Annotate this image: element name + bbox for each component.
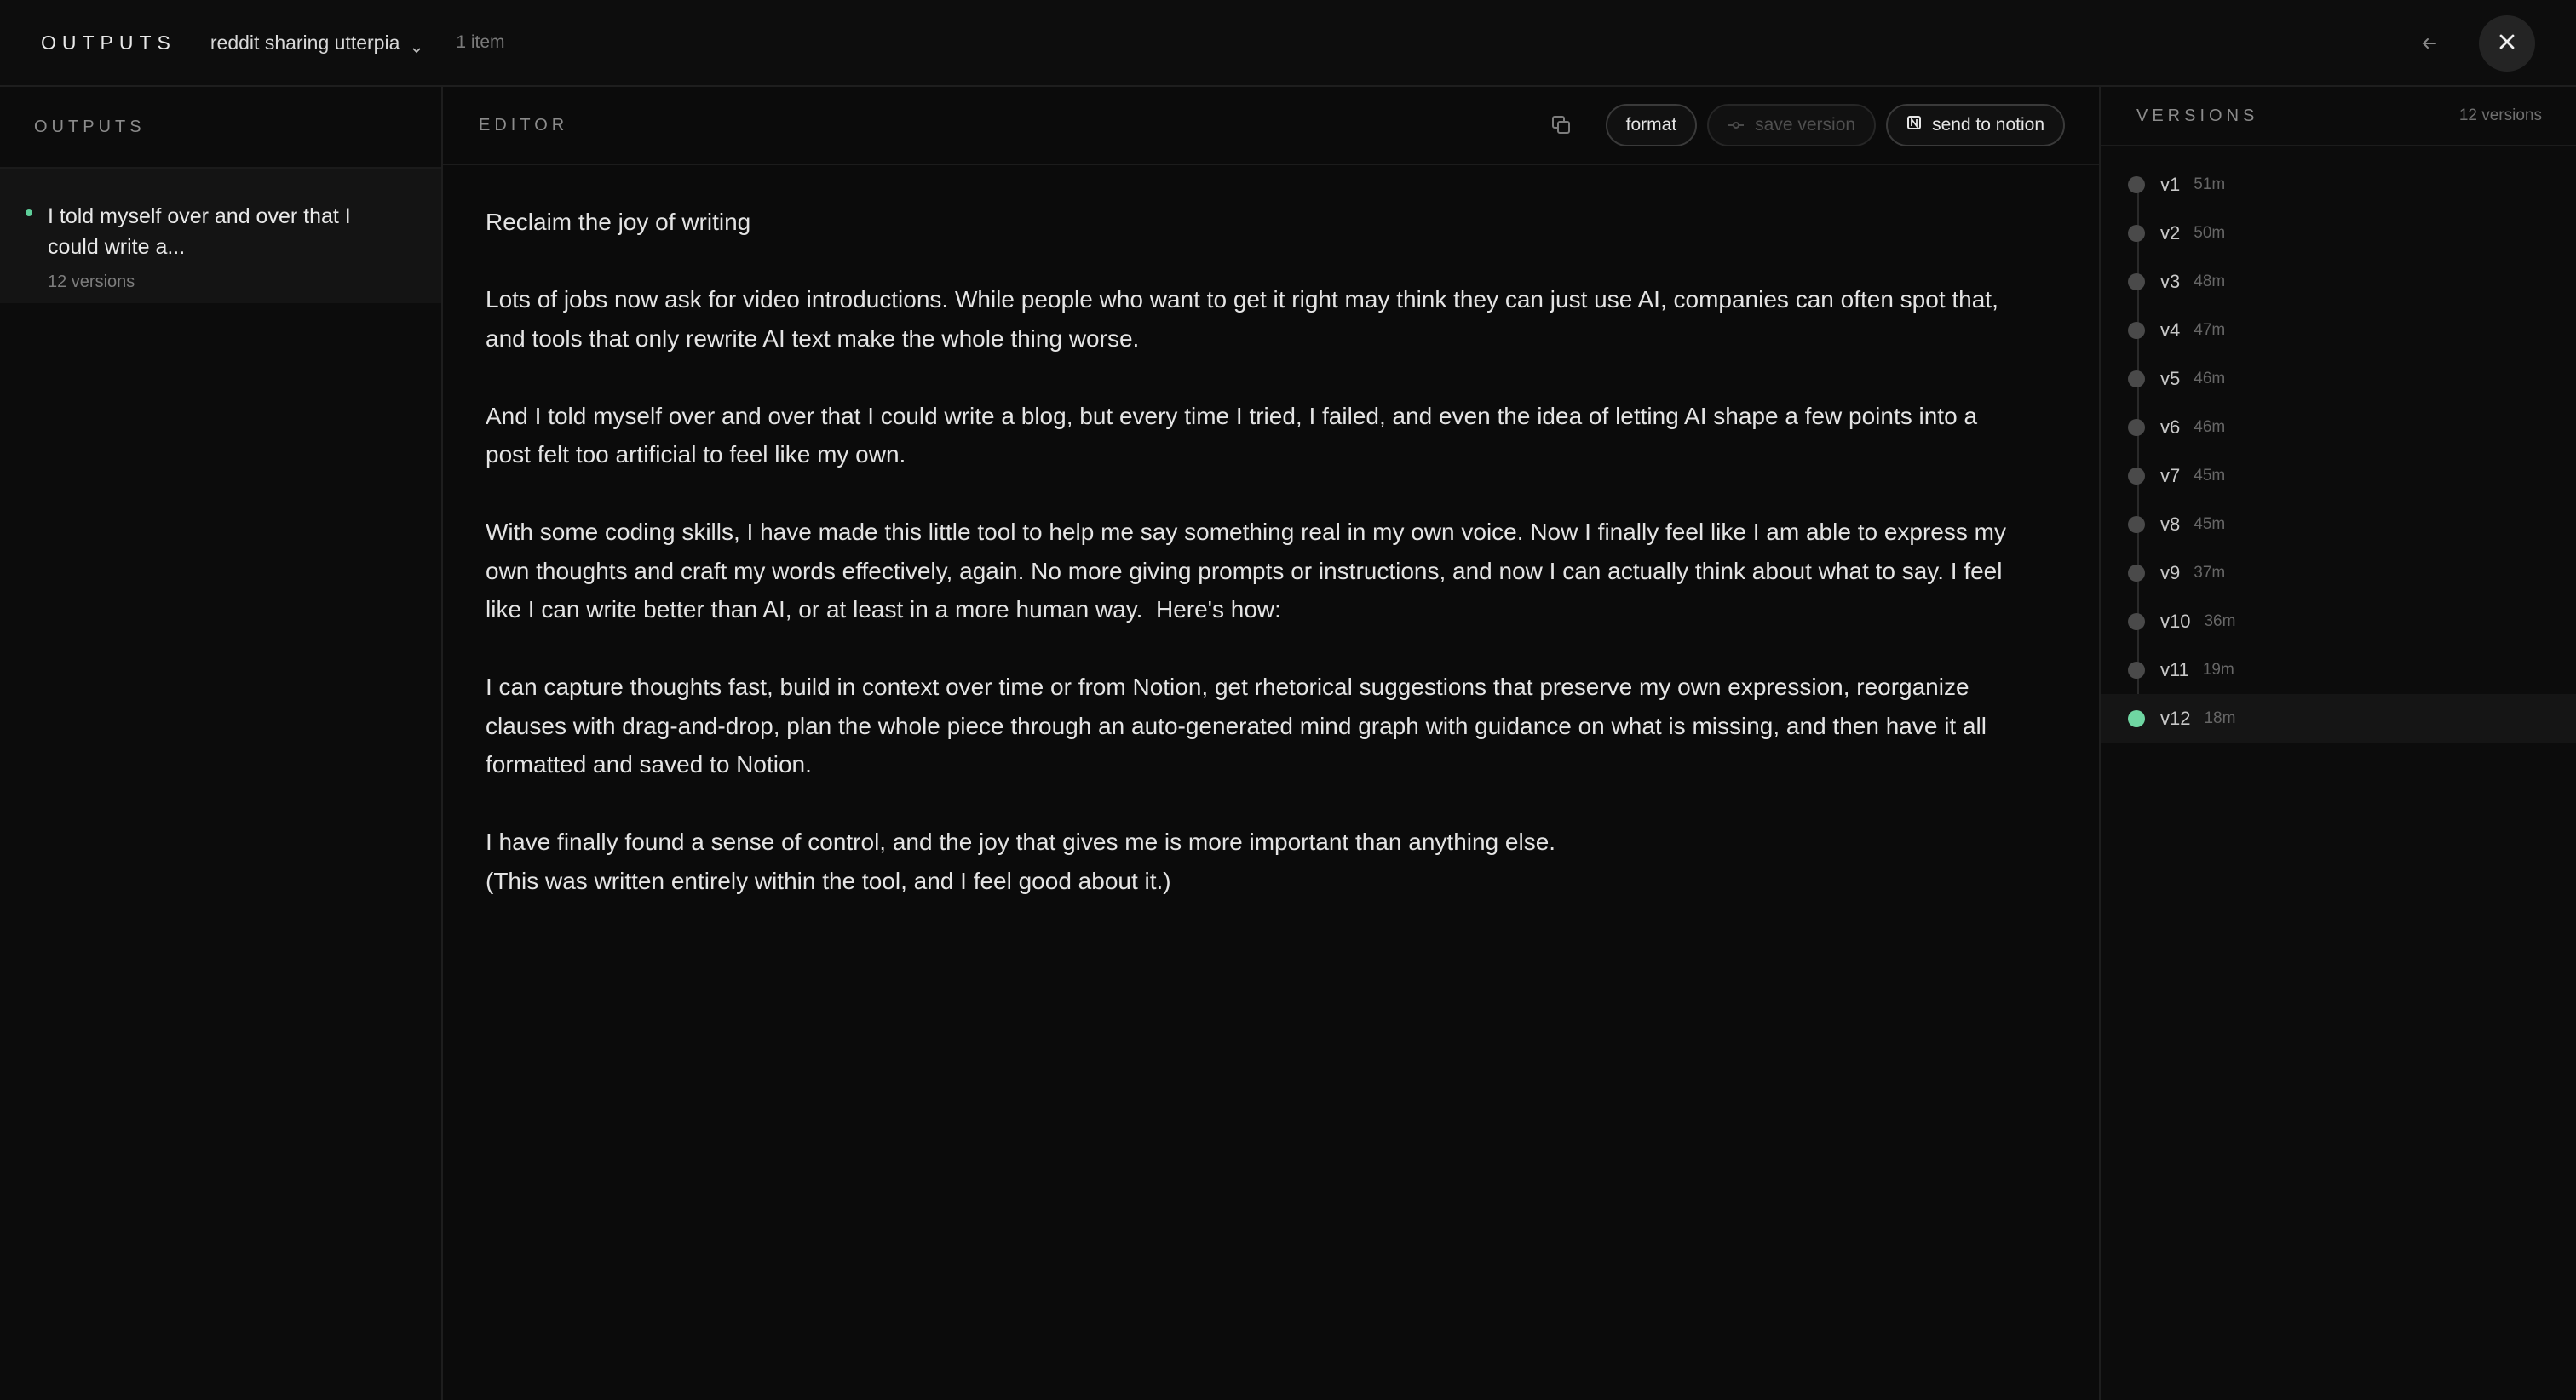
document-body[interactable] [443, 165, 2061, 900]
output-list-item[interactable] [0, 169, 441, 303]
version-time: 37m [2194, 563, 2226, 582]
app-title: OUTPUTS [41, 31, 176, 54]
version-time: 19m [2202, 660, 2234, 679]
project-name: reddit sharing utterpia [210, 31, 400, 54]
version-item[interactable] [2101, 209, 2576, 257]
version-name: v6 [2160, 416, 2181, 438]
editor-header [443, 87, 2099, 165]
version-dot [2128, 273, 2145, 290]
sidebar-heading: OUTPUTS [0, 87, 441, 169]
version-dot [2128, 322, 2145, 339]
doc-paragraph: And I told myself over and over that I could write a blog, but every time I tried, I failed, and even the idea of letting AI shape a few points into a post felt too artificial to feel like my own. [486, 402, 1984, 468]
version-time: 50m [2194, 223, 2226, 242]
version-time: 18m [2204, 709, 2236, 727]
editor-toolbar [1548, 104, 2065, 146]
version-item[interactable] [2101, 160, 2576, 209]
send-to-notion-button[interactable] [1886, 104, 2065, 146]
version-name: v5 [2160, 367, 2181, 389]
versions-panel [2099, 87, 2576, 1400]
version-item[interactable] [2101, 500, 2576, 548]
version-time: 46m [2194, 417, 2226, 436]
version-item[interactable] [2101, 597, 2576, 645]
version-time: 36m [2204, 611, 2236, 630]
close-button[interactable] [2479, 15, 2535, 72]
format-label: format [1625, 115, 1677, 135]
copy-icon[interactable] [1548, 112, 1575, 139]
version-dot [2128, 419, 2145, 436]
version-dot [2128, 516, 2145, 533]
version-name: v4 [2160, 318, 2181, 341]
version-dot [2128, 176, 2145, 193]
version-dot [2128, 370, 2145, 387]
outputs-sidebar [0, 87, 443, 1400]
project-selector[interactable] [210, 32, 422, 55]
versions-header [2101, 87, 2576, 146]
version-time: 48m [2194, 272, 2226, 290]
format-button[interactable] [1606, 104, 1698, 146]
version-name: v12 [2160, 707, 2191, 729]
versions-count: 12 versions [2458, 106, 2542, 124]
output-version-count: 12 versions [48, 273, 135, 291]
version-name: v1 [2160, 173, 2181, 195]
item-count: 1 item [456, 32, 505, 52]
version-name: v2 [2160, 221, 2181, 244]
version-dot-active [2128, 710, 2145, 727]
version-dot [2128, 662, 2145, 679]
version-dot [2128, 565, 2145, 582]
version-name: v9 [2160, 561, 2181, 583]
chevron-down-icon [411, 37, 422, 48]
top-bar [0, 0, 2576, 87]
version-time: 46m [2194, 369, 2226, 387]
doc-paragraph: I have finally found a sense of control, and the joy that gives me is more important than anything else. [486, 829, 1556, 855]
doc-paragraph: Lots of jobs now ask for video introductions. While people who want to get it right may think they can just use AI, companies can often spot that, and tools that only rewrite AI text make the whole thing worse. [486, 286, 2005, 352]
editor-panel [443, 87, 2099, 1400]
notion-icon [1906, 115, 1922, 135]
version-time: 45m [2194, 514, 2226, 533]
doc-paragraph: (This was written entirely within the tool, and I feel good about it.) [486, 867, 1171, 894]
save-version-button[interactable] [1707, 104, 1876, 146]
version-name: v3 [2160, 270, 2181, 292]
version-item-active[interactable] [2101, 694, 2576, 743]
close-icon [2498, 32, 2516, 55]
save-version-label: save version [1755, 115, 1856, 135]
version-time: 51m [2194, 175, 2226, 193]
active-dot [26, 209, 32, 216]
output-title: I told myself over and over that I could write a... [48, 204, 351, 259]
version-dot [2128, 613, 2145, 630]
doc-title: Reclaim the joy of writing [486, 209, 751, 235]
version-item[interactable] [2101, 257, 2576, 306]
version-dot [2128, 225, 2145, 242]
version-dot [2128, 468, 2145, 485]
version-name: v11 [2160, 658, 2189, 680]
send-to-notion-label: send to notion [1932, 115, 2044, 135]
version-item[interactable] [2101, 354, 2576, 403]
version-time: 45m [2194, 466, 2226, 485]
version-item[interactable] [2101, 403, 2576, 451]
doc-paragraph: With some coding skills, I have made this little tool to help me say something real in my own voice. Now I finally feel like I am able to express my own thoughts and craft my words effectively, again. No more giving prompts or instructions, and now I can actually think about what to say. I feel like I can write better than AI, or at least in a more human way. Here's how: [486, 519, 2013, 623]
versions-heading: VERSIONS [2136, 106, 2259, 125]
arrow-left-icon[interactable] [2418, 32, 2441, 55]
editor-heading: EDITOR [479, 115, 569, 135]
version-item[interactable] [2101, 451, 2576, 500]
version-list [2101, 146, 2576, 743]
version-name: v8 [2160, 513, 2181, 535]
version-name: v10 [2160, 610, 2191, 632]
version-item[interactable] [2101, 306, 2576, 354]
version-name: v7 [2160, 464, 2181, 486]
doc-paragraph: I can capture thoughts fast, build in context over time or from Notion, get rhetorical suggestions that preserve my own expression, reorganize clauses with drag-and-drop, plan the whole piece through an auto-generated mind graph with guidance on what is missing, and then have it all formatted and saved to Notion. [486, 674, 1993, 777]
version-item[interactable] [2101, 548, 2576, 597]
commit-icon [1728, 115, 1745, 135]
version-time: 47m [2194, 320, 2226, 339]
version-item[interactable] [2101, 645, 2576, 694]
